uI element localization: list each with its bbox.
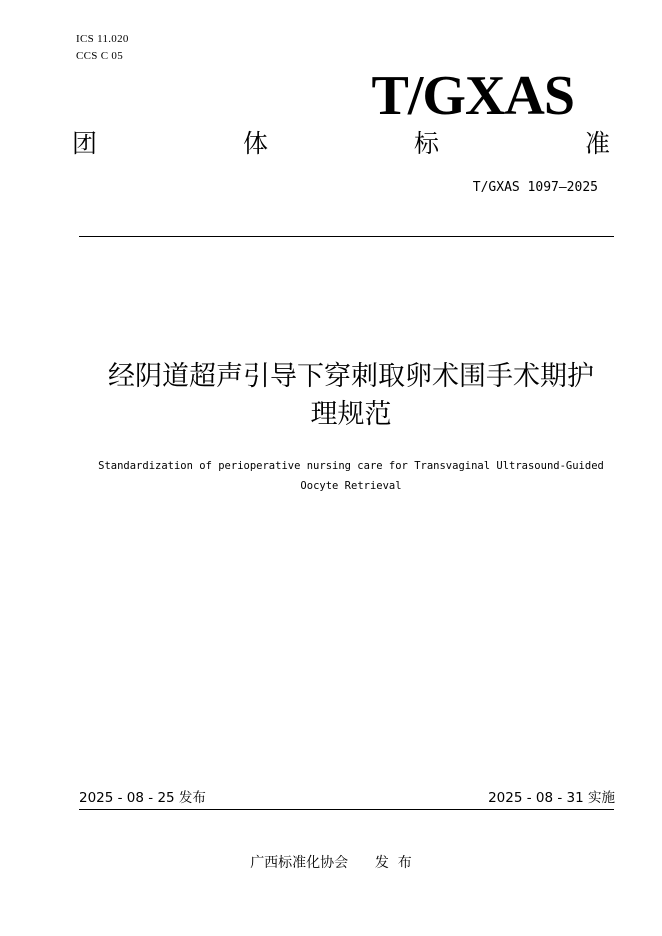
chinese-title-line: 理规范 [310, 399, 392, 430]
english-title [60, 456, 642, 496]
header-divider [79, 236, 614, 237]
ccs-code: CCS C 05 [76, 50, 124, 62]
english-title-line: Oocyte Retrieval [300, 480, 402, 492]
footer-divider [79, 809, 614, 810]
publisher-line: 广西标准化协会 发 布 [250, 855, 412, 871]
chinese-title [60, 358, 642, 434]
chinese-title-line: 经阴道超声引导下穿刺取卵术围手术期护 [108, 361, 594, 392]
standard-type-char: 体 [242, 129, 268, 158]
ics-code: ICS 11.020 [76, 33, 129, 45]
standard-type-char: 团 [72, 129, 98, 158]
standard-type-char: 准 [584, 129, 610, 158]
implement-date: 2025 - 08 - 31 实施 [488, 790, 615, 806]
english-title-line: Standardization of perioperative nursing care for Transvaginal Ultrasound-Guided [98, 460, 604, 472]
standard-type-char: 标 [413, 129, 439, 158]
standard-number: T/GXAS 1097—2025 [472, 180, 598, 195]
standard-logo-text: T/GXAS [371, 65, 574, 127]
standard-type-heading [72, 128, 610, 160]
publish-date: 2025 - 08 - 25 发布 [79, 790, 206, 806]
